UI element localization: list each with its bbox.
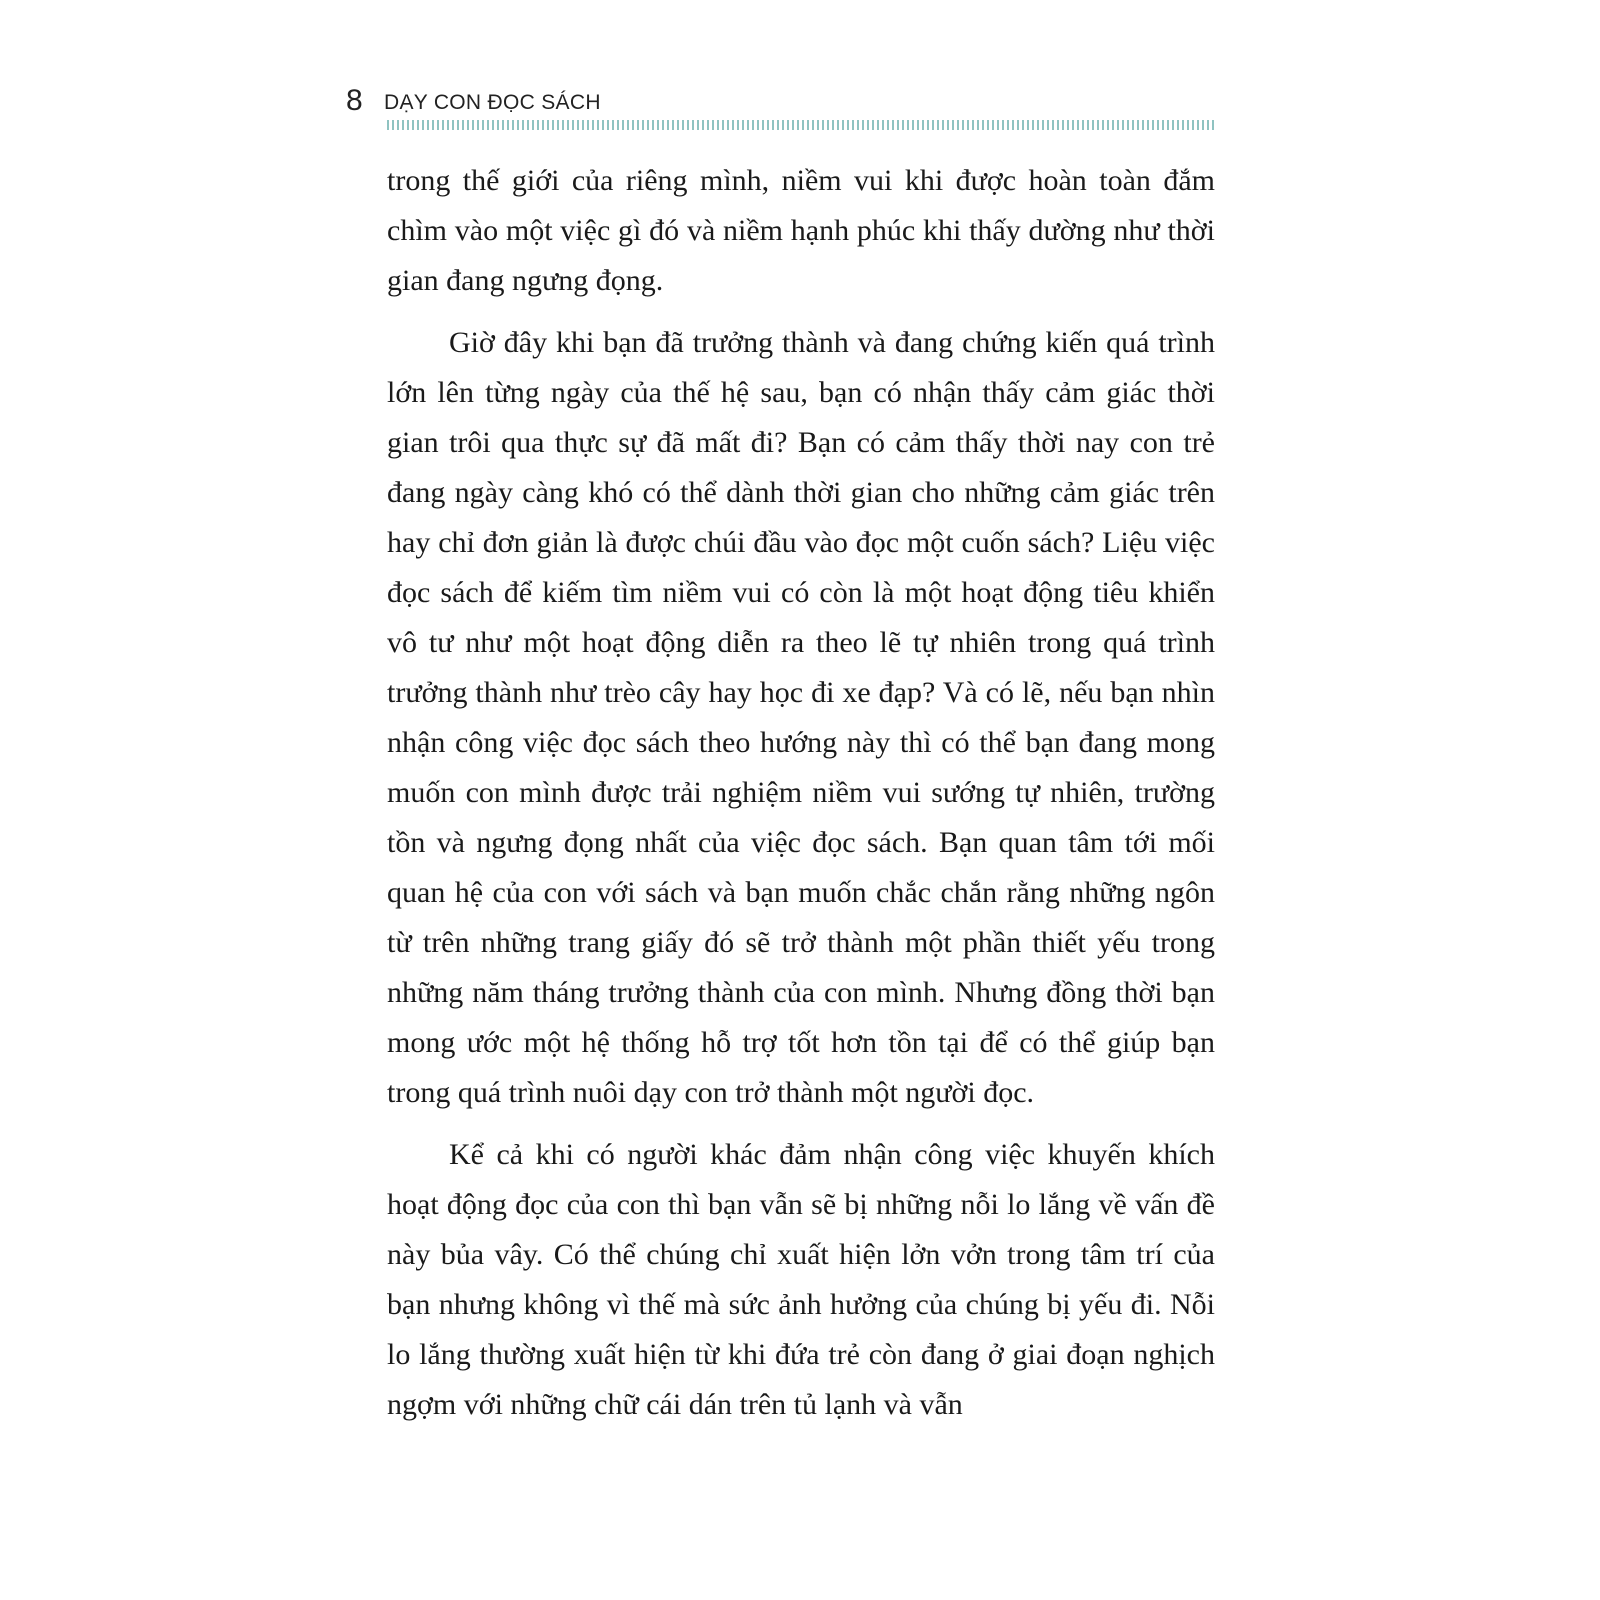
paragraph: Kể cả khi có người khác đảm nhận công việc khuyến khích hoạt động đọc của con thì bạn vẫn sẽ bị những nỗi lo lắng về vấn đề này bủa vây. Có thể chúng chỉ xuất hiện lởn vởn trong tâm trí của bạn nhưng không vì thế mà sức ảnh hưởng của chúng bị yếu đi. Nỗi lo lắng thường xuất hiện từ khi đứa trẻ còn đang ở giai đoạn nghịch ngợm với những chữ cái dán trên tủ lạnh và vẫn bbox=[387, 1138, 1215, 1421]
body-text bbox=[387, 156, 1215, 1430]
paragraph: Giờ đây khi bạn đã trưởng thành và đang chứng kiến quá trình lớn lên từng ngày của thế hệ sau, bạn có nhận thấy cảm giác thời gian trôi qua thực sự đã mất đi? Bạn có cảm thấy thời nay con trẻ đang ngày càng khó có thể dành thời gian cho những cảm giác trên hay chỉ đơn giản là được chúi đầu vào đọc một cuốn sách? Liệu việc đọc sách để kiếm tìm niềm vui có còn là một hoạt động tiêu khiển vô tư như một hoạt động diễn ra theo lẽ tự nhiên trong quá trình trưởng thành như trèo cây hay học đi xe đạp? Và có lẽ, nếu bạn nhìn nhận công việc đọc sách theo hướng này thì có thể bạn đang mong muốn con mình được trải nghiệm niềm vui sướng tự nhiên, trường tồn và ngưng đọng nhất của việc đọc sách. Bạn quan tâm tới mối quan hệ của con với sách và bạn muốn chắc chắn rằng những ngôn từ trên những trang giấy đó sẽ trở thành một phần thiết yếu trong những năm tháng trưởng thành của con mình. Nhưng đồng thời bạn mong ước một hệ thống hỗ trợ tốt hơn tồn tại để có thể giúp bạn trong quá trình nuôi dạy con trở thành một người đọc. bbox=[387, 326, 1215, 1109]
running-head bbox=[346, 80, 1216, 140]
header-dotted-rule bbox=[387, 120, 1215, 130]
paragraph-continued: trong thế giới của riêng mình, niềm vui khi được hoàn toàn đắm chìm vào một việc gì đó và niềm hạnh phúc khi thấy dường như thời gian đang ngưng đọng. bbox=[387, 164, 1215, 297]
book-title: DẠY CON ĐỌC SÁCH bbox=[384, 91, 601, 114]
page-number: 8 bbox=[346, 84, 363, 117]
